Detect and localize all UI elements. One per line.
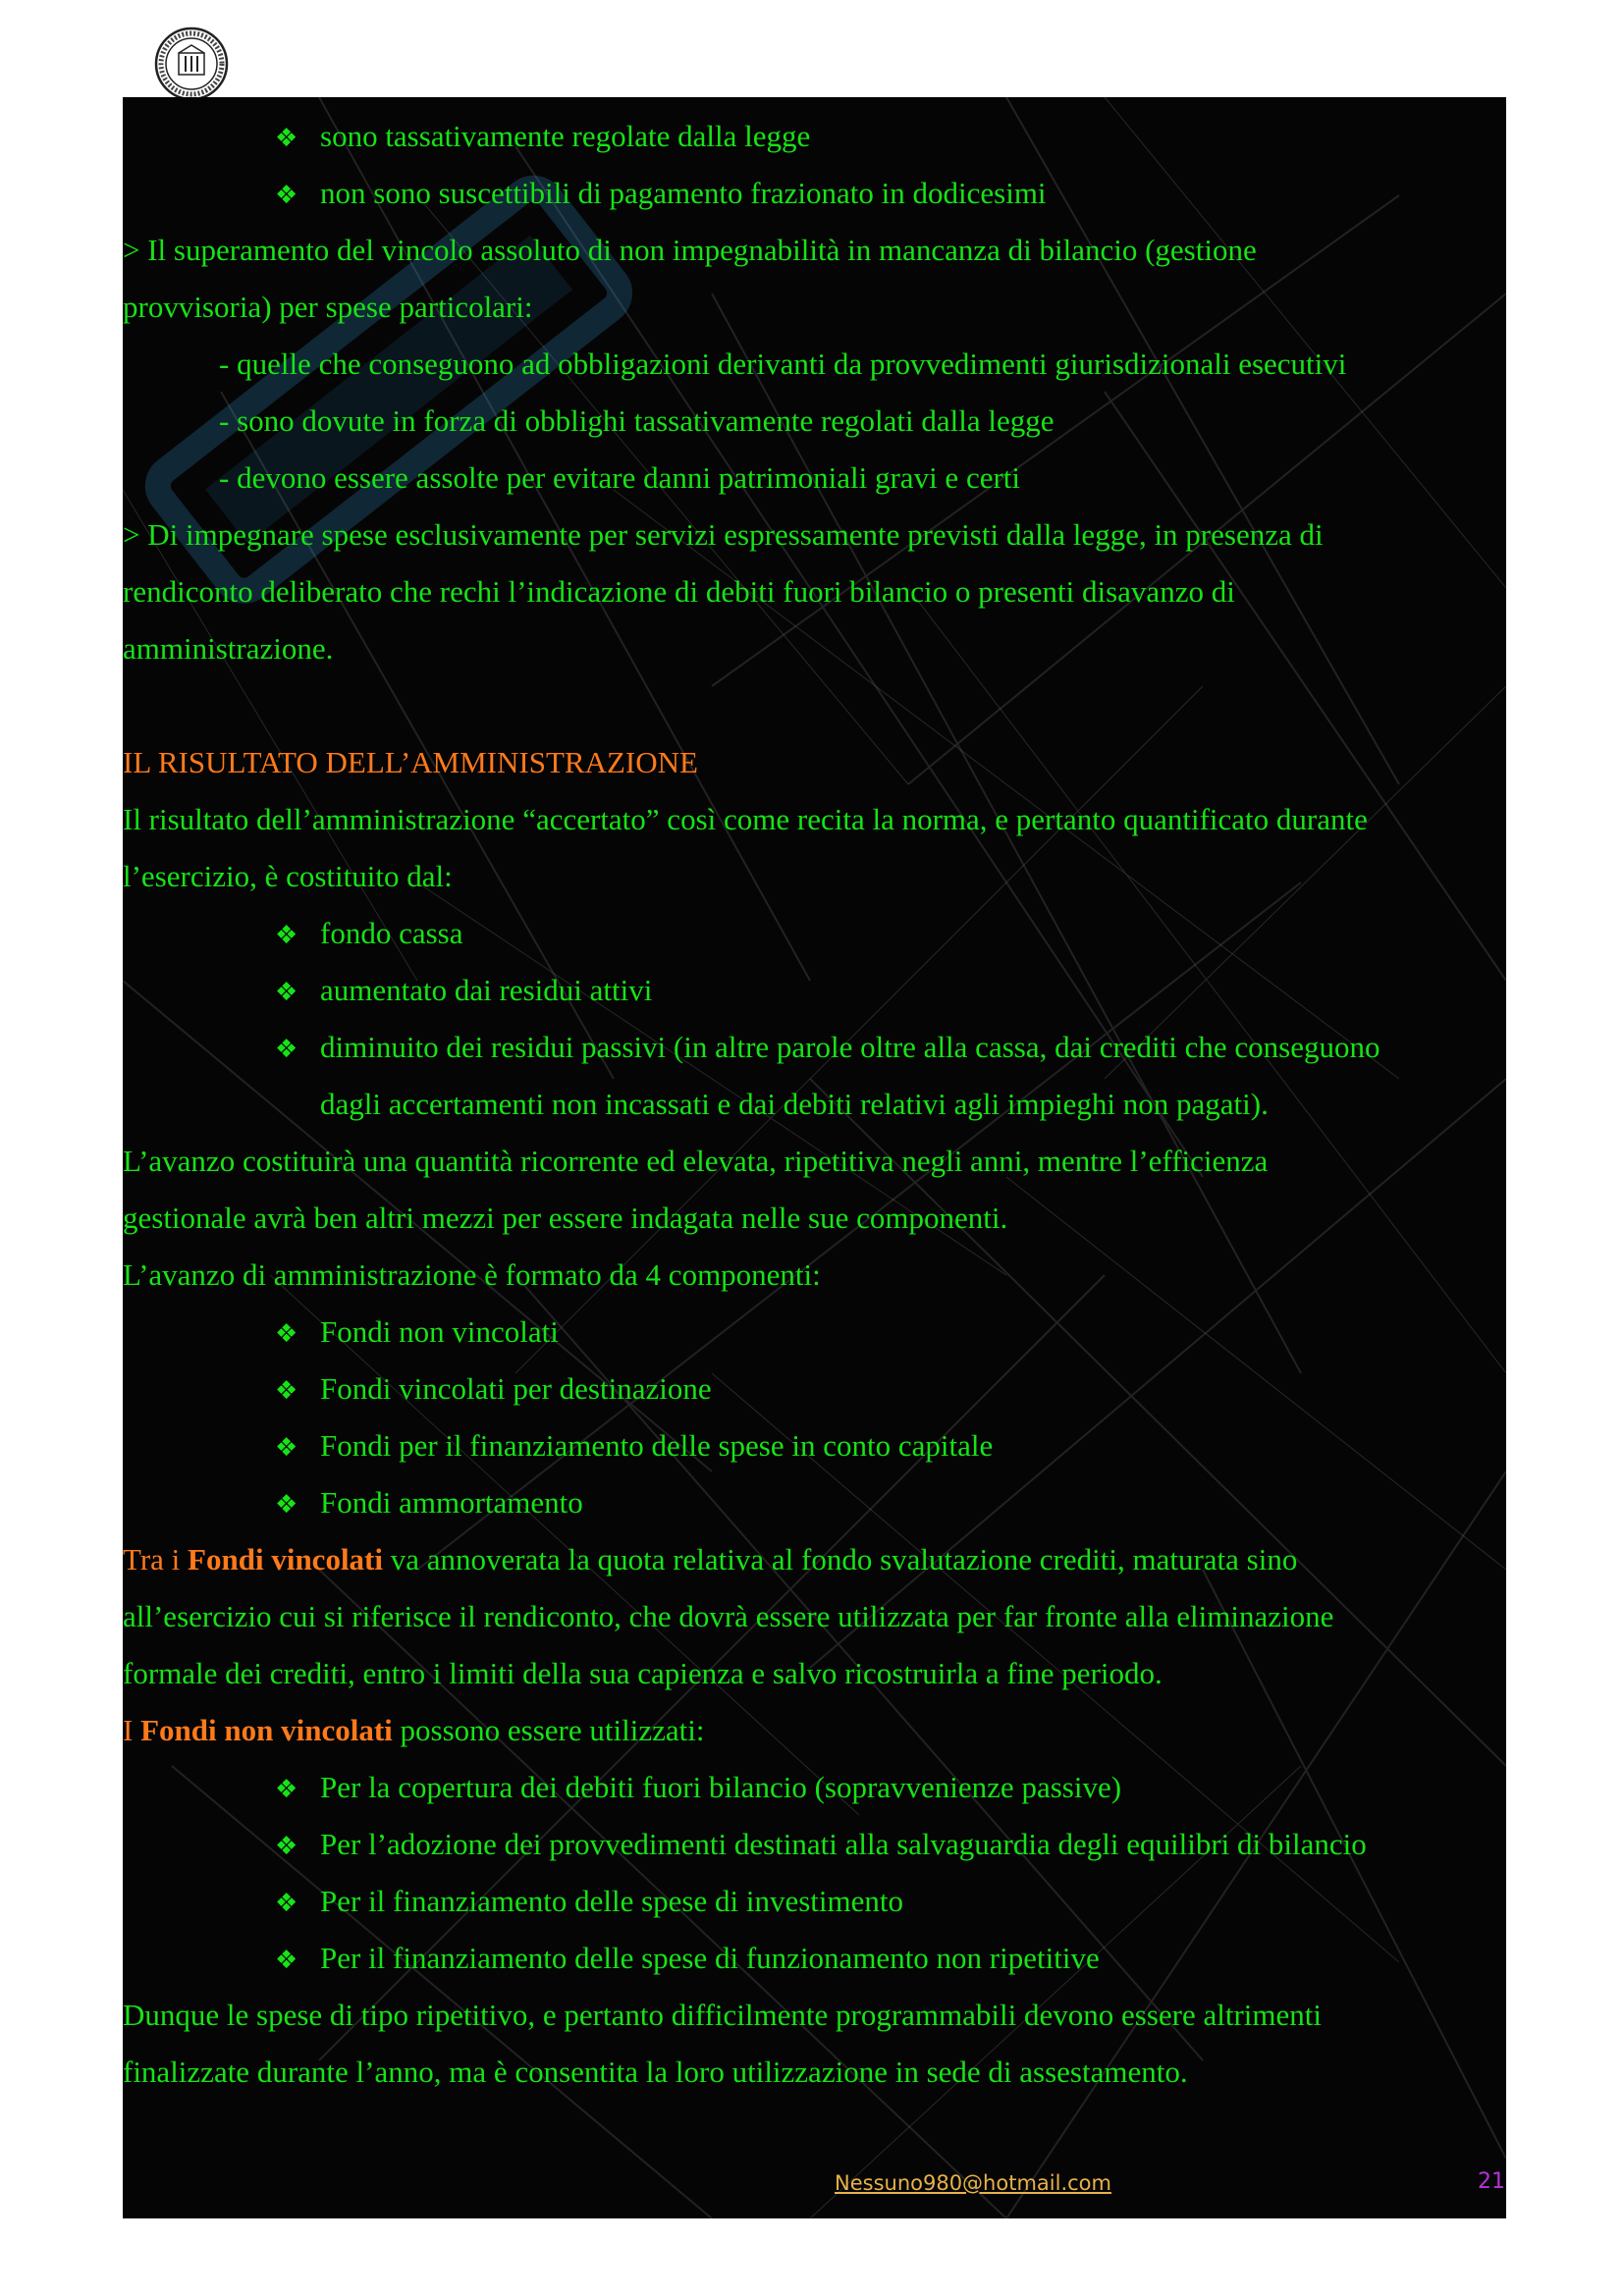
list-item: ❖ Fondi per il finanziamento delle spese in conto capitale: [275, 1417, 993, 1476]
diamond-bullet-icon: ❖: [275, 1946, 298, 1975]
university-seal-icon: [153, 26, 230, 102]
paragraph-line: rendiconto deliberato che rechi l’indicazione di debiti fuori bilancio o presenti disavanzo di: [123, 574, 1235, 609]
list-item: ❖ Per la copertura dei debiti fuori bilancio (sopravvenienze passive): [275, 1759, 1121, 1818]
paragraph-line: Il risultato dell’amministrazione “accertato” così come recita la norma, e pertanto quantificato durante: [123, 802, 1368, 836]
paragraph-line: Dunque le spese di tipo ripetitivo, e pertanto difficilmente programmabili devono essere altrimenti: [123, 1998, 1323, 2032]
list-item: ❖ non sono suscettibili di pagamento frazionato in dodicesimi: [275, 165, 1047, 224]
section-heading: IL RISULTATO DELL’AMMINISTRAZIONE: [123, 745, 698, 779]
diamond-bullet-icon: ❖: [275, 124, 298, 153]
diamond-bullet-icon: ❖: [275, 1376, 298, 1406]
diamond-bullet-icon: ❖: [275, 181, 298, 210]
list-item: ❖ Fondi ammortamento: [275, 1474, 583, 1533]
emphasis-term: Fondi non vincolati: [140, 1713, 393, 1747]
list-item: - sono dovute in forza di obblighi tassativamente regolati dalla legge: [219, 403, 1055, 438]
list-item: - quelle che conseguono ad obbligazioni derivanti da provvedimenti giurisdizionali esecutivi: [219, 347, 1347, 381]
paragraph-line: provvisoria) per spese particolari:: [123, 290, 533, 324]
page-number: 21: [1478, 2169, 1505, 2194]
diamond-bullet-icon: ❖: [275, 1775, 298, 1804]
paragraph-line: formale dei crediti, entro i limiti della sua capienza e salvo ricostruirla a fine periodo.: [123, 1656, 1163, 1690]
paragraph-line: finalizzate durante l’anno, ma è consentita la loro utilizzazione in sede di assestamento.: [123, 2055, 1188, 2089]
diamond-bullet-icon: ❖: [275, 1832, 298, 1861]
diamond-bullet-icon: ❖: [275, 1889, 298, 1918]
list-item: ❖ aumentato dai residui attivi: [275, 962, 652, 1021]
diamond-bullet-icon: ❖: [275, 978, 298, 1007]
paragraph-line: gestionale avrà ben altri mezzi per essere indagata nelle sue componenti.: [123, 1201, 1008, 1235]
list-item: ❖ Per l’adozione dei provvedimenti destinati alla salvaguardia degli equilibri di bilancio: [275, 1816, 1367, 1875]
diamond-bullet-icon: ❖: [275, 1433, 298, 1463]
list-item: ❖ Fondi vincolati per destinazione: [275, 1361, 712, 1419]
paragraph-line: L’avanzo costituirà una quantità ricorrente ed elevata, ripetitiva negli anni, mentre l’efficienza: [123, 1144, 1269, 1178]
paragraph-line: l’esercizio, è costituito dal:: [123, 859, 453, 893]
paragraph-line: > Di impegnare spese esclusivamente per servizi espressamente previsti dalla legge, in presenza di: [123, 517, 1324, 552]
paragraph-line: I Fondi non vincolati possono essere utilizzati:: [123, 1713, 705, 1747]
diamond-bullet-icon: ❖: [275, 1490, 298, 1520]
list-item: ❖ Fondi non vincolati: [275, 1304, 559, 1362]
paragraph-line: amministrazione.: [123, 631, 334, 666]
diamond-bullet-icon: ❖: [275, 921, 298, 950]
document-page: [123, 97, 1506, 2218]
emphasis-term: Fondi vincolati: [188, 1542, 383, 1576]
diamond-bullet-icon: ❖: [275, 1319, 298, 1349]
paragraph-line: L’avanzo di amministrazione è formato da 4 componenti:: [123, 1257, 821, 1292]
paragraph-line: all’esercizio cui si riferisce il rendiconto, che dovrà essere utilizzata per far fronte alla eliminazione: [123, 1599, 1334, 1633]
list-item: ❖ Per il finanziamento delle spese di investimento: [275, 1873, 903, 1932]
list-item: ❖ diminuito dei residui passivi (in altre parole oltre alla cassa, dai crediti che conseguono: [275, 1019, 1380, 1078]
paragraph-line: > Il superamento del vincolo assoluto di non impegnabilità in mancanza di bilancio (gestione: [123, 233, 1257, 267]
list-item: ❖ Per il finanziamento delle spese di funzionamento non ripetitive: [275, 1930, 1100, 1989]
list-item: ❖ fondo cassa: [275, 905, 462, 964]
list-item: ❖ sono tassativamente regolate dalla legge: [275, 108, 810, 167]
diamond-bullet-icon: ❖: [275, 1035, 298, 1064]
list-item-continuation: dagli accertamenti non incassati e dai debiti relativi agli impieghi non pagati).: [320, 1087, 1269, 1121]
list-item: - devono essere assolte per evitare danni patrimoniali gravi e certi: [219, 460, 1021, 495]
footer-email-link[interactable]: Nessuno980@hotmail.com: [835, 2171, 1111, 2195]
paragraph-line: Tra i Fondi vincolati va annoverata la quota relativa al fondo svalutazione crediti, maturata sino: [123, 1542, 1298, 1576]
